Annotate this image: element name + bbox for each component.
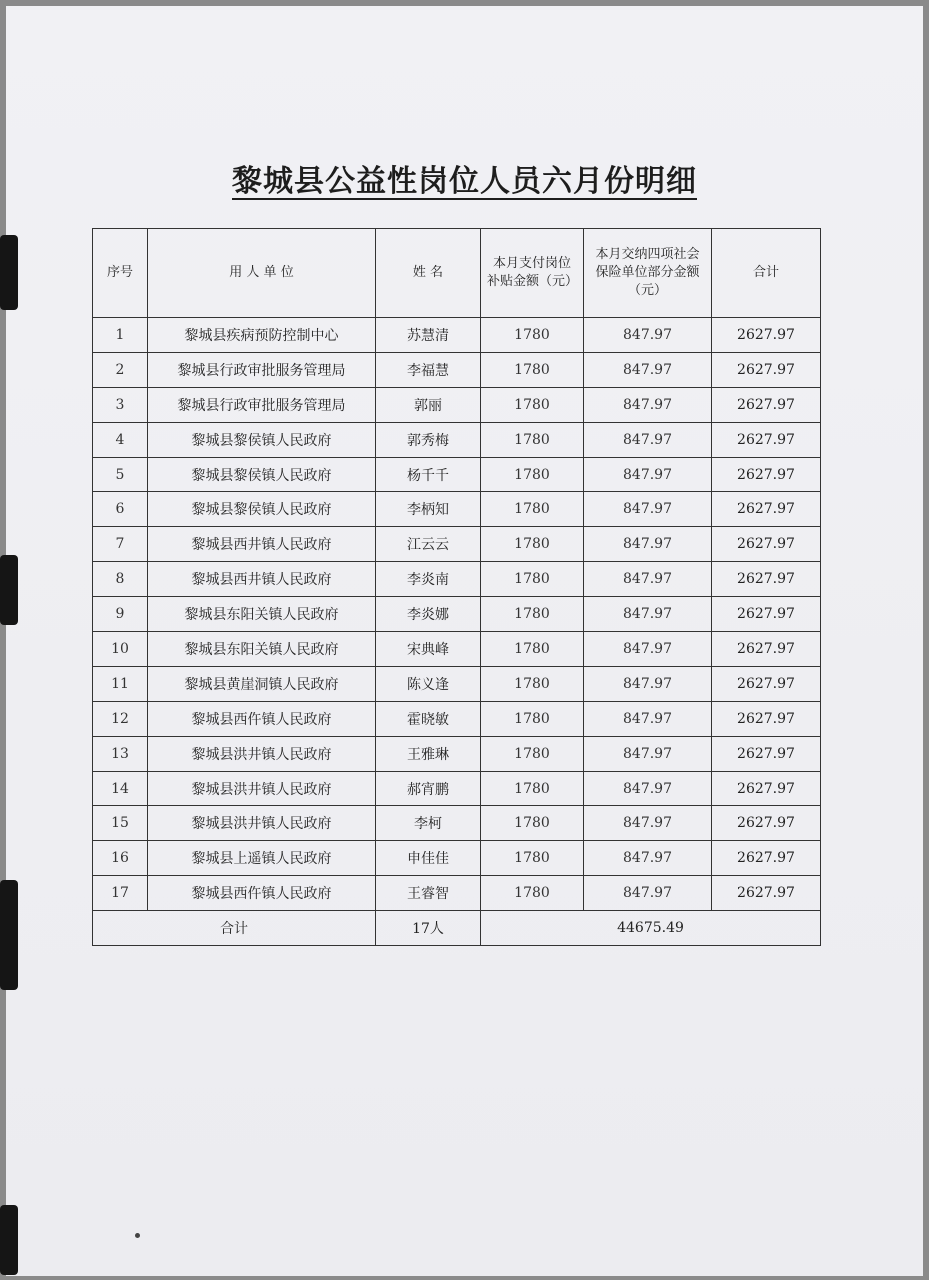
table-row — [93, 806, 821, 841]
cell-employer: 黎城县西仵镇人民政府 — [148, 701, 376, 736]
cell-subsidy: 1780 — [481, 632, 584, 667]
header-index: 序号 — [93, 229, 148, 318]
cell-employer: 黎城县疾病预防控制中心 — [148, 318, 376, 353]
table-row — [93, 457, 821, 492]
cell-name: 郭丽 — [376, 387, 481, 422]
cell-name: 申佳佳 — [376, 841, 481, 876]
scan-edge-mark — [0, 555, 18, 625]
cell-employer: 黎城县洪井镇人民政府 — [148, 736, 376, 771]
document-page — [6, 6, 923, 1276]
cell-name: 郭秀梅 — [376, 422, 481, 457]
scan-edge-mark — [0, 1205, 18, 1275]
cell-index: 3 — [93, 387, 148, 422]
cell-total: 2627.97 — [712, 597, 821, 632]
scan-edge-mark — [0, 235, 18, 310]
cell-insurance: 847.97 — [584, 736, 712, 771]
cell-name: 李炎娜 — [376, 597, 481, 632]
cell-subsidy: 1780 — [481, 492, 584, 527]
cell-employer: 黎城县黎侯镇人民政府 — [148, 422, 376, 457]
cell-index: 14 — [93, 771, 148, 806]
cell-total: 2627.97 — [712, 736, 821, 771]
cell-name: 江云云 — [376, 527, 481, 562]
table-row — [93, 527, 821, 562]
cell-index: 4 — [93, 422, 148, 457]
table-row — [93, 701, 821, 736]
table-row — [93, 632, 821, 667]
table-header-row — [93, 229, 821, 318]
cell-subsidy: 1780 — [481, 666, 584, 701]
cell-total: 2627.97 — [712, 701, 821, 736]
cell-name: 李炎南 — [376, 562, 481, 597]
cell-insurance: 847.97 — [584, 806, 712, 841]
cell-total: 2627.97 — [712, 422, 821, 457]
cell-name: 霍晓敏 — [376, 701, 481, 736]
cell-total: 2627.97 — [712, 771, 821, 806]
cell-name: 李福慧 — [376, 352, 481, 387]
cell-subsidy: 1780 — [481, 352, 584, 387]
cell-subsidy: 1780 — [481, 457, 584, 492]
cell-name: 郝宵鹏 — [376, 771, 481, 806]
table-row — [93, 771, 821, 806]
cell-total: 2627.97 — [712, 632, 821, 667]
cell-employer: 黎城县东阳关镇人民政府 — [148, 597, 376, 632]
cell-employer: 黎城县西井镇人民政府 — [148, 527, 376, 562]
table-row — [93, 666, 821, 701]
cell-total: 2627.97 — [712, 492, 821, 527]
cell-index: 9 — [93, 597, 148, 632]
cell-insurance: 847.97 — [584, 701, 712, 736]
personnel-table — [92, 228, 821, 946]
cell-subsidy: 1780 — [481, 876, 584, 911]
cell-subsidy: 1780 — [481, 597, 584, 632]
cell-index: 6 — [93, 492, 148, 527]
cell-employer: 黎城县行政审批服务管理局 — [148, 352, 376, 387]
cell-employer: 黎城县洪井镇人民政府 — [148, 771, 376, 806]
cell-employer: 黎城县黄崖洞镇人民政府 — [148, 666, 376, 701]
cell-index: 13 — [93, 736, 148, 771]
table-row — [93, 736, 821, 771]
cell-index: 8 — [93, 562, 148, 597]
cell-employer: 黎城县洪井镇人民政府 — [148, 806, 376, 841]
header-name: 姓 名 — [376, 229, 481, 318]
cell-total: 2627.97 — [712, 318, 821, 353]
table-row — [93, 876, 821, 911]
cell-insurance: 847.97 — [584, 352, 712, 387]
cell-name: 李柄知 — [376, 492, 481, 527]
cell-insurance: 847.97 — [584, 527, 712, 562]
cell-name: 宋典峰 — [376, 632, 481, 667]
table-row — [93, 562, 821, 597]
table-row — [93, 422, 821, 457]
cell-subsidy: 1780 — [481, 701, 584, 736]
cell-total: 2627.97 — [712, 527, 821, 562]
cell-index: 1 — [93, 318, 148, 353]
header-insurance: 本月交纳四项社会保险单位部分金额（元） — [584, 229, 712, 318]
cell-name: 陈义逢 — [376, 666, 481, 701]
cell-insurance: 847.97 — [584, 632, 712, 667]
table-row — [93, 387, 821, 422]
cell-total: 2627.97 — [712, 666, 821, 701]
cell-total: 2627.97 — [712, 562, 821, 597]
cell-subsidy: 1780 — [481, 527, 584, 562]
cell-employer: 黎城县西井镇人民政府 — [148, 562, 376, 597]
cell-subsidy: 1780 — [481, 771, 584, 806]
header-total: 合计 — [712, 229, 821, 318]
table-body — [93, 318, 821, 911]
table-row — [93, 841, 821, 876]
cell-subsidy: 1780 — [481, 562, 584, 597]
table-row — [93, 492, 821, 527]
cell-insurance: 847.97 — [584, 666, 712, 701]
cell-total: 2627.97 — [712, 876, 821, 911]
document-title — [6, 156, 923, 200]
cell-subsidy: 1780 — [481, 806, 584, 841]
cell-index: 16 — [93, 841, 148, 876]
summary-amount: 44675.49 — [481, 911, 821, 946]
scan-speck — [135, 1233, 140, 1238]
cell-index: 7 — [93, 527, 148, 562]
cell-name: 杨千千 — [376, 457, 481, 492]
cell-index: 12 — [93, 701, 148, 736]
cell-insurance: 847.97 — [584, 597, 712, 632]
header-employer: 用 人 单 位 — [148, 229, 376, 318]
cell-total: 2627.97 — [712, 352, 821, 387]
table-row — [93, 352, 821, 387]
scan-edge-mark — [0, 880, 18, 990]
cell-total: 2627.97 — [712, 457, 821, 492]
header-subsidy: 本月支付岗位补贴金额（元） — [481, 229, 584, 318]
cell-insurance: 847.97 — [584, 771, 712, 806]
cell-subsidy: 1780 — [481, 422, 584, 457]
summary-row — [93, 911, 821, 946]
cell-name: 王睿智 — [376, 876, 481, 911]
table-row — [93, 318, 821, 353]
cell-subsidy: 1780 — [481, 736, 584, 771]
cell-subsidy: 1780 — [481, 841, 584, 876]
cell-insurance: 847.97 — [584, 457, 712, 492]
cell-name: 李柯 — [376, 806, 481, 841]
cell-total: 2627.97 — [712, 387, 821, 422]
cell-insurance: 847.97 — [584, 841, 712, 876]
cell-insurance: 847.97 — [584, 422, 712, 457]
cell-insurance: 847.97 — [584, 318, 712, 353]
summary-label: 合计 — [93, 911, 376, 946]
cell-index: 17 — [93, 876, 148, 911]
cell-index: 5 — [93, 457, 148, 492]
cell-index: 10 — [93, 632, 148, 667]
summary-count: 17人 — [376, 911, 481, 946]
cell-total: 2627.97 — [712, 841, 821, 876]
cell-index: 11 — [93, 666, 148, 701]
cell-name: 王雅琳 — [376, 736, 481, 771]
cell-name: 苏慧清 — [376, 318, 481, 353]
cell-insurance: 847.97 — [584, 876, 712, 911]
cell-employer: 黎城县行政审批服务管理局 — [148, 387, 376, 422]
cell-total: 2627.97 — [712, 806, 821, 841]
cell-employer: 黎城县西仵镇人民政府 — [148, 876, 376, 911]
cell-employer: 黎城县黎侯镇人民政府 — [148, 457, 376, 492]
document-title-text: 黎城县公益性岗位人员六月份明细 — [232, 164, 697, 199]
table-row — [93, 597, 821, 632]
cell-insurance: 847.97 — [584, 492, 712, 527]
cell-employer: 黎城县上遥镇人民政府 — [148, 841, 376, 876]
cell-employer: 黎城县黎侯镇人民政府 — [148, 492, 376, 527]
cell-insurance: 847.97 — [584, 562, 712, 597]
cell-employer: 黎城县东阳关镇人民政府 — [148, 632, 376, 667]
cell-index: 2 — [93, 352, 148, 387]
cell-index: 15 — [93, 806, 148, 841]
cell-subsidy: 1780 — [481, 387, 584, 422]
cell-subsidy: 1780 — [481, 318, 584, 353]
cell-insurance: 847.97 — [584, 387, 712, 422]
